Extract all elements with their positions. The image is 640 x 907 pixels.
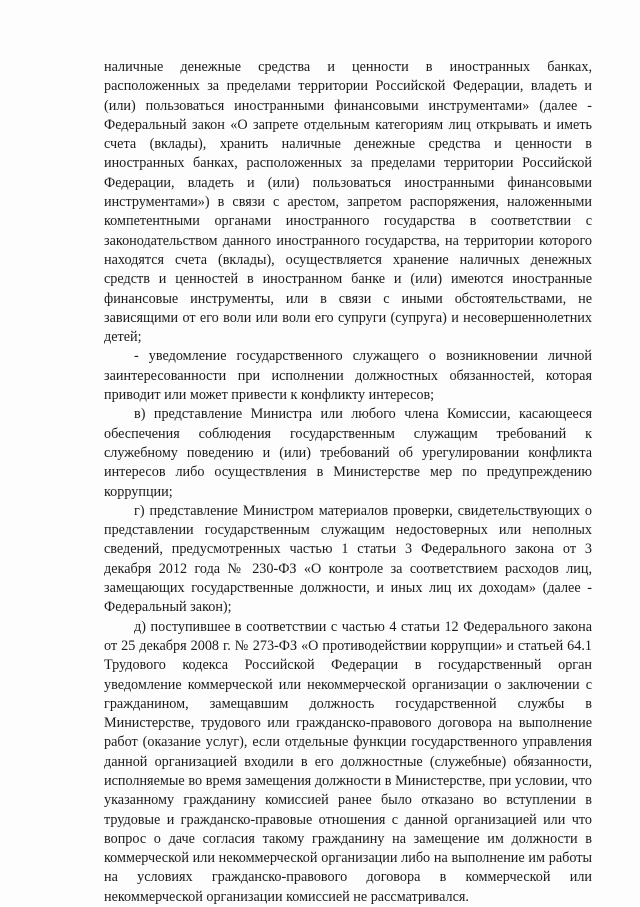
paragraph-notice: - уведомление государственного служащего о возникновении личной заинтересованности при исполнении должностных обязанностей, которая приводит или может привести к конфликту интересов; <box>104 348 592 404</box>
paragraph-continuation: наличные денежные средства и ценности в иностранных банках, расположенных за пределами территории Российской Федерации, владеть и (или) пользоваться иностранными финансовыми инструментами» (далее - Федеральный закон «О запрете отдельным категориям лиц открывать и иметь счета (вклады), хранить наличные денежные средства и ценности в иностранных банках, расположенных за пределами территории Российской Федерации, владеть и (или) пользоваться иностранными финансовыми инструментами») в связи с арестом, запретом распоряжения, наложенными компетентными органами иностранного государства в соответствии с законодательством данного иностранного государства, на территории которого находятся счета (вклады), осуществляется хранение наличных денежных средств и ценностей в иностранном банке и (или) имеются иностранные финансовые инструменты, или в связи с иными обстоятельствами, не зависящими от его воли или воли его супруги (супруга) и несовершеннолетних детей; <box>104 59 592 346</box>
paragraph-item-d: д) поступившее в соответствии с частью 4 статьи 12 Федерального закона от 25 декабря 2008 г. № 273-ФЗ «О противодействии коррупции» и статьей 64.1 Трудового кодекса Российской Федерации в государственный орган уведомление коммерческой или некоммерческой организации о заключении с гражданином, замещавшим должность государственной службы в Министерстве, трудового или гражданско-правового договора на выполнение работ (оказание услуг), если отдельные функции государственного управления данной организацией входили в его должностные (служебные) обязанности, исполняемые во время замещения должности в Министерстве, при условии, что указанному гражданину комиссией ранее было отказано во вступлении в трудовые и гражданско-правовые отношения с данной организацией или что вопрос о даче согласия такому гражданину на замещение им должности в коммерческой или некоммерческой организации либо на выполнение им работы на условиях гражданско-правового договора в коммерческой или некоммерческой организации комиссией не рассматривался. <box>104 618 592 905</box>
paragraph-item-g: г) представление Министром материалов проверки, свидетельствующих о представлении государственным служащим недостоверных или неполных сведений, предусмотренных частью 1 статьи 3 Федерального закона от 3 декабря 2012 года № 230-ФЗ «О контроле за соответствием расходов лиц, замещающих государственные должности, и иных лиц их доходам» (далее - Федеральный закон); <box>104 502 592 616</box>
document-body <box>104 58 592 907</box>
paragraph-item-v: в) представление Министра или любого члена Комиссии, касающееся обеспечения соблюдения государственным служащим требований к служебному поведению и (или) требований об урегулировании конфликта интересов либо осуществления в Министерстве мер по предупреждению коррупции; <box>104 406 592 500</box>
